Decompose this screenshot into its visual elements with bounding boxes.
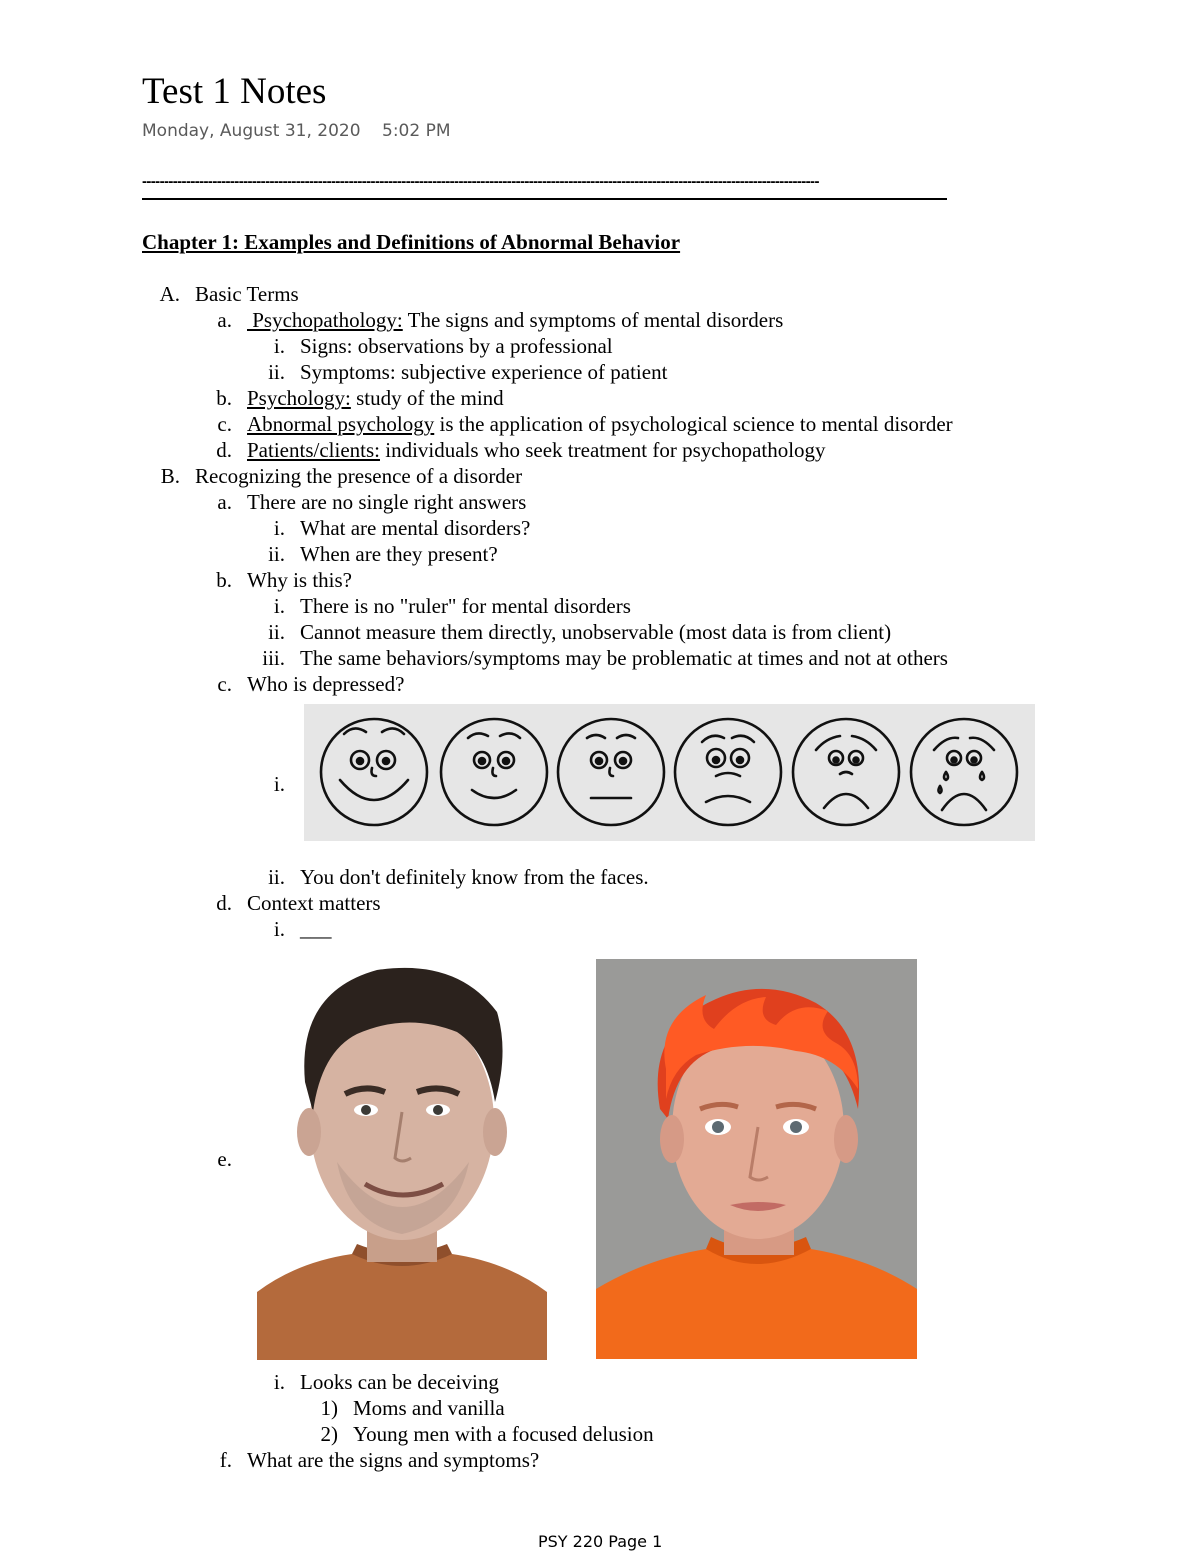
list-text: What are the signs and symptoms? bbox=[247, 1448, 540, 1472]
list-marker: i. bbox=[273, 772, 285, 796]
list-marker: b. bbox=[216, 568, 232, 592]
list-marker: ii. bbox=[268, 542, 285, 566]
face-crying bbox=[911, 719, 1017, 825]
face-happy bbox=[441, 719, 547, 825]
list-marker: d. bbox=[216, 438, 232, 462]
face-very-sad bbox=[793, 719, 899, 825]
list-text: You don't definitely know from the faces. bbox=[300, 865, 649, 889]
list-text: Young men with a focused delusion bbox=[353, 1422, 654, 1446]
list-text: Why is this? bbox=[247, 568, 352, 592]
list-text: Who is depressed? bbox=[247, 672, 405, 696]
list-text: study of the mind bbox=[350, 386, 504, 410]
photo-smiling-man bbox=[257, 962, 547, 1360]
horizontal-rule bbox=[142, 198, 947, 200]
list-marker: ii. bbox=[268, 620, 285, 644]
term-patients-clients: Patients/clients: bbox=[247, 438, 380, 462]
face-very-happy bbox=[321, 719, 427, 825]
list-marker: ii. bbox=[268, 865, 285, 889]
list-marker: i. bbox=[273, 516, 285, 540]
list-marker: ii. bbox=[268, 360, 285, 384]
list-marker: c. bbox=[217, 412, 232, 436]
list-text: Signs: observations by a professional bbox=[300, 334, 613, 358]
list-text: is the application of psychological science to mental disorder bbox=[434, 412, 953, 436]
list-marker: B. bbox=[160, 464, 180, 488]
note-date: Monday, August 31, 2020 bbox=[142, 121, 361, 141]
list-marker: 1) bbox=[320, 1396, 338, 1420]
term-psychopathology: Psychopathology: bbox=[247, 308, 403, 332]
photo-mugshot bbox=[596, 959, 917, 1359]
list-marker: 2) bbox=[320, 1422, 338, 1446]
list-marker: i. bbox=[273, 334, 285, 358]
note-time: 5:02 PM bbox=[382, 121, 451, 141]
list-text: The signs and symptoms of mental disorders bbox=[402, 308, 784, 332]
list-text: Recognizing the presence of a disorder bbox=[195, 464, 523, 488]
list-text: Symptoms: subjective experience of patient bbox=[300, 360, 668, 384]
chapter-heading: Chapter 1: Examples and Definitions of Abnormal Behavior bbox=[142, 230, 681, 254]
face-sad bbox=[675, 719, 781, 825]
list-text: There are no single right answers bbox=[247, 490, 527, 514]
term-psychology: Psychology: bbox=[247, 386, 351, 410]
list-text: When are they present? bbox=[300, 542, 498, 566]
list-text: Cannot measure them directly, unobservable (most data is from client) bbox=[300, 620, 892, 644]
list-marker: e. bbox=[217, 1147, 232, 1171]
list-marker: a. bbox=[217, 490, 232, 514]
dash-separator: ---------------------------------------------------------------------------------------------------------------------------------------------------------- bbox=[142, 173, 819, 190]
list-text: ___ bbox=[300, 917, 332, 941]
list-marker: i. bbox=[273, 917, 285, 941]
list-text: There is no "ruler" for mental disorders bbox=[300, 594, 631, 618]
list-marker: i. bbox=[273, 1370, 285, 1394]
list-text: Context matters bbox=[247, 891, 381, 915]
face-neutral bbox=[558, 719, 664, 825]
list-marker: b. bbox=[216, 386, 232, 410]
list-marker: A. bbox=[159, 282, 180, 306]
list-marker: c. bbox=[217, 672, 232, 696]
term-abnormal-psychology: Abnormal psychology bbox=[247, 412, 435, 436]
faces-image bbox=[304, 704, 1035, 841]
list-text: What are mental disorders? bbox=[300, 516, 531, 540]
list-text: Looks can be deceiving bbox=[300, 1370, 499, 1394]
list-marker: d. bbox=[216, 891, 232, 915]
page-footer: PSY 220 Page 1 bbox=[538, 1532, 663, 1551]
list-marker: f. bbox=[219, 1448, 232, 1472]
list-text: The same behaviors/symptoms may be problematic at times and not at others bbox=[300, 646, 948, 670]
list-text: Basic Terms bbox=[195, 282, 299, 306]
list-text: individuals who seek treatment for psychopathology bbox=[379, 438, 826, 462]
portrait-smiling bbox=[257, 962, 547, 1360]
list-marker: a. bbox=[217, 308, 232, 332]
portrait-mugshot bbox=[596, 959, 917, 1359]
page-title: Test 1 Notes bbox=[142, 71, 327, 112]
list-marker: i. bbox=[273, 594, 285, 618]
list-marker: iii. bbox=[262, 646, 285, 670]
list-text: Moms and vanilla bbox=[353, 1396, 505, 1420]
faces-drawing bbox=[304, 704, 1035, 841]
